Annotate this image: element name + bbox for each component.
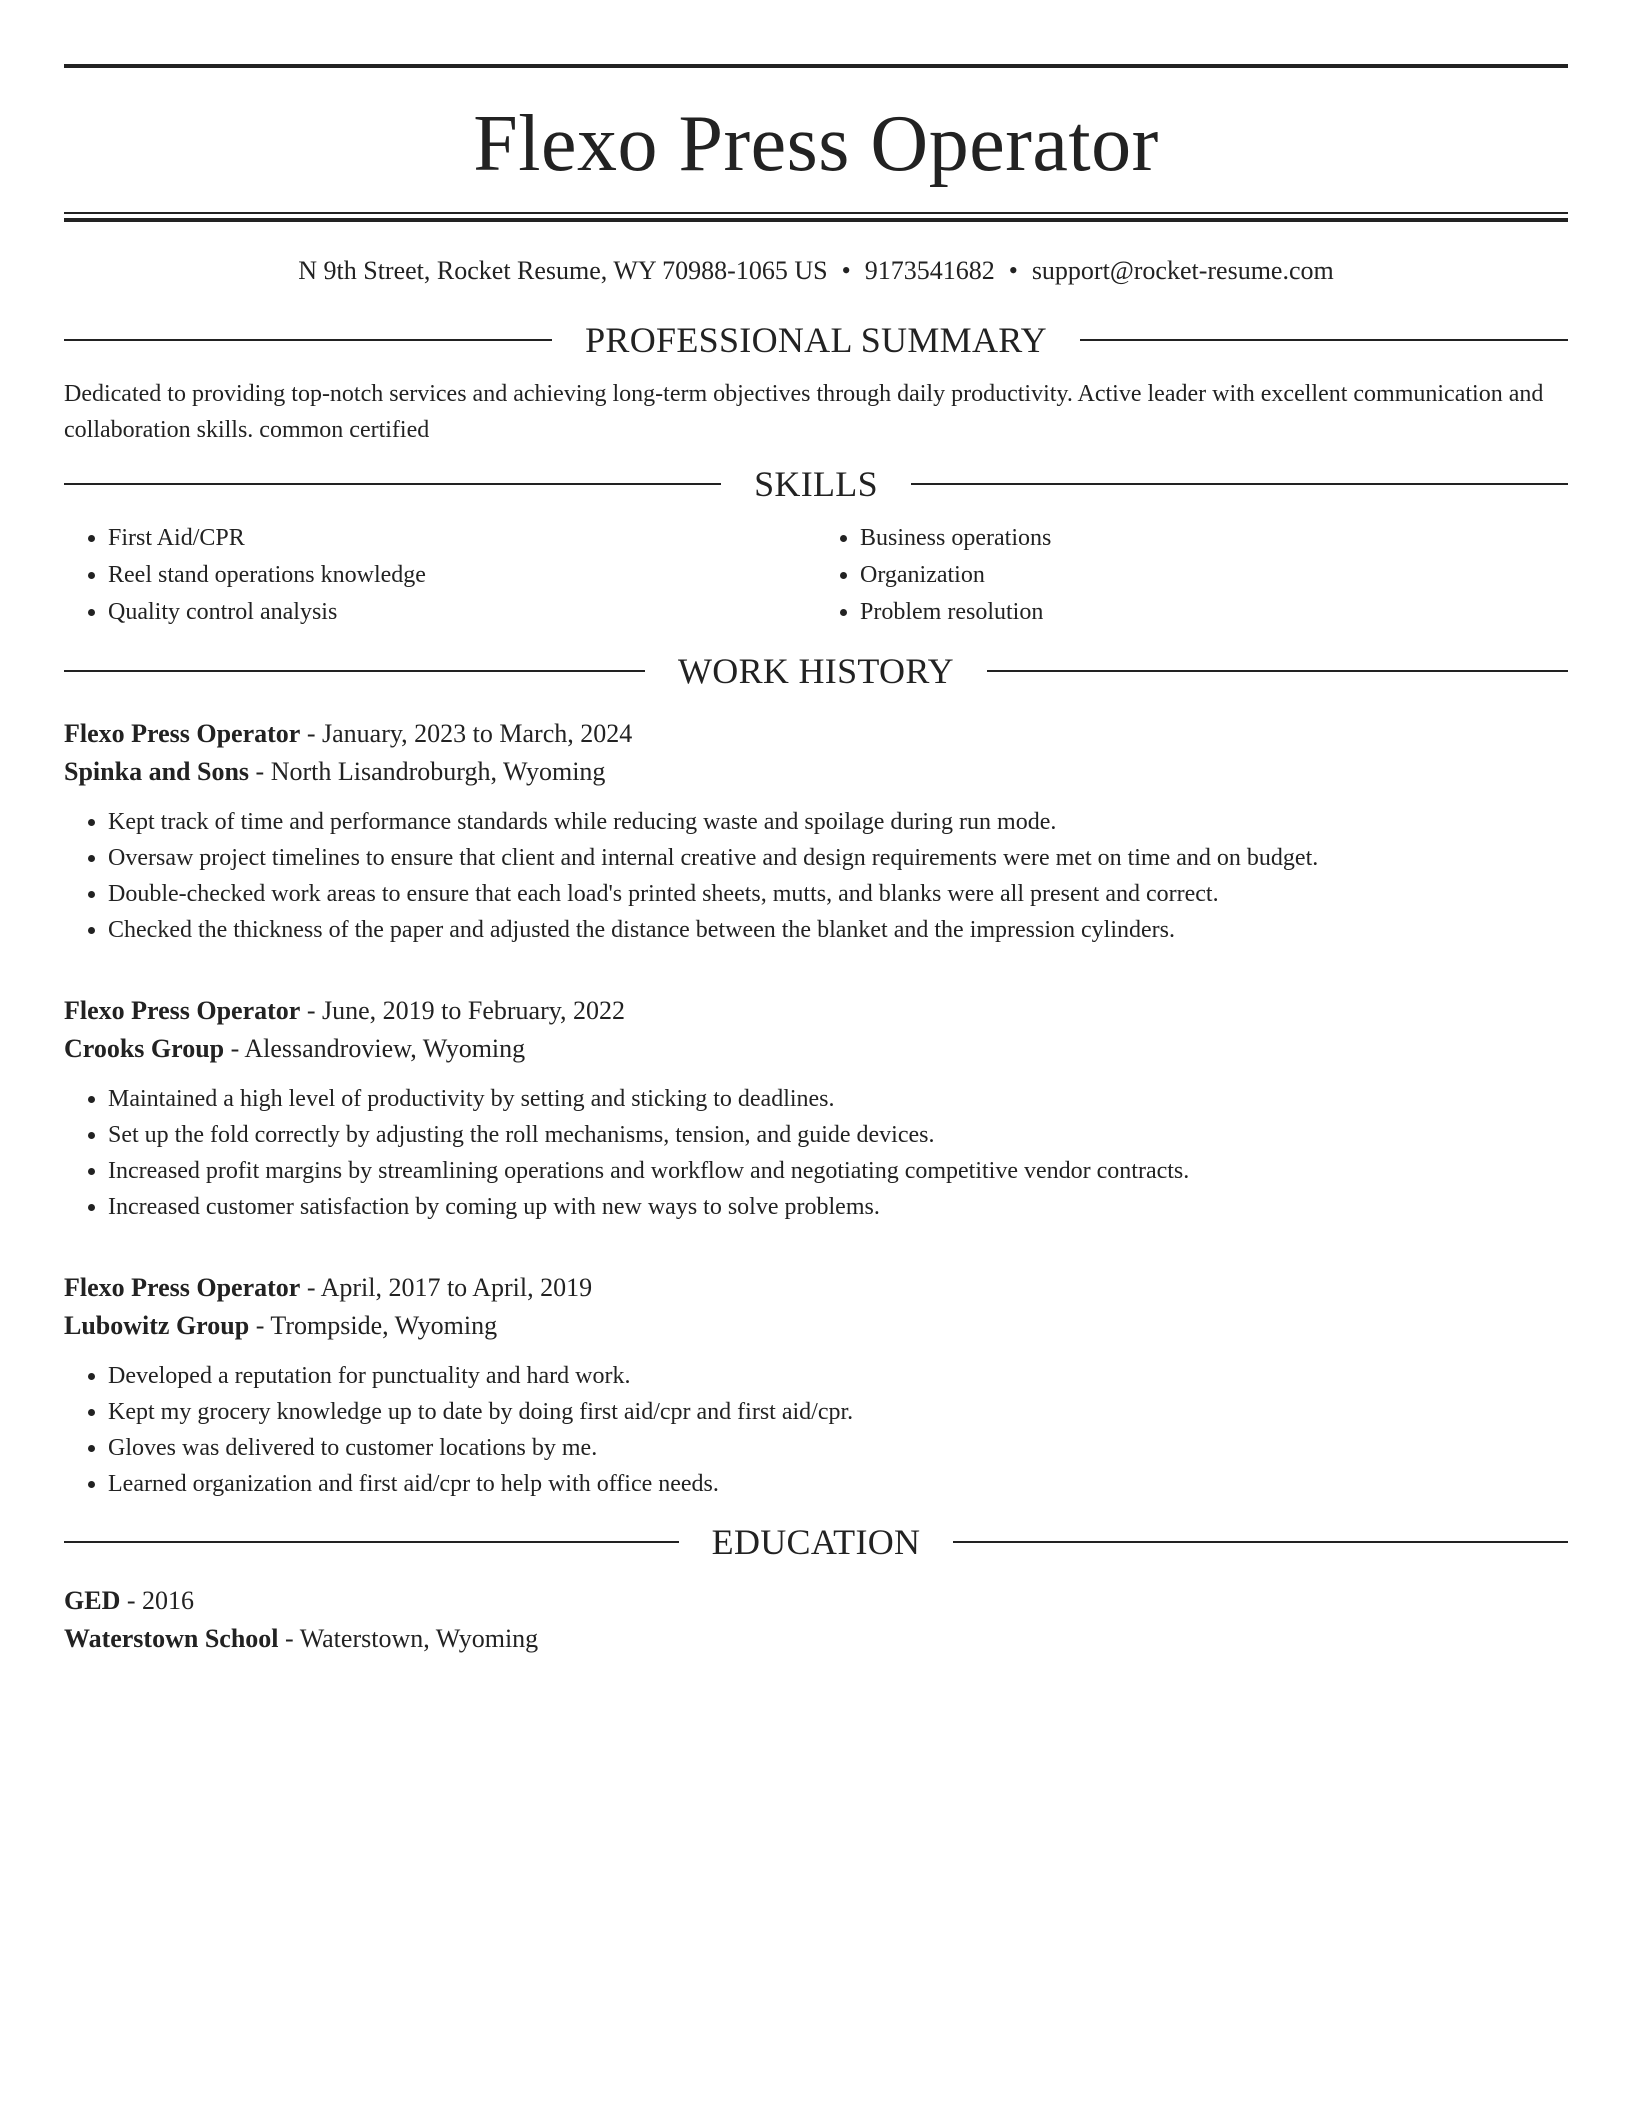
contact-email: support@rocket-resume.com bbox=[1031, 256, 1334, 285]
job-location: - North Lisandroburgh, Wyoming bbox=[249, 757, 606, 786]
work-section-header bbox=[64, 653, 1568, 689]
section-rule-left bbox=[64, 670, 645, 672]
contact-line bbox=[64, 258, 1568, 284]
skills-column-right bbox=[816, 520, 1568, 631]
job-title-line bbox=[64, 1269, 1568, 1307]
skills-list bbox=[64, 520, 1568, 631]
education-school: Waterstown School bbox=[64, 1624, 279, 1653]
job-bullet: • Learned organization and first aid/cpr to help with office needs. bbox=[108, 1466, 1568, 1502]
job-company: Crooks Group bbox=[64, 1034, 225, 1063]
job-title: Flexo Press Operator bbox=[64, 1273, 301, 1302]
job-bullet: • Maintained a high level of productivity by setting and sticking to deadlines. bbox=[108, 1081, 1568, 1117]
skill-item: • Organization bbox=[860, 557, 1568, 594]
section-rule-left bbox=[64, 483, 721, 485]
job-dates: - June, 2019 to February, 2022 bbox=[300, 996, 626, 1025]
job-bullets bbox=[64, 804, 1568, 948]
section-rule-left bbox=[64, 339, 552, 341]
job-bullet: • Kept track of time and performance standards while reducing waste and spoilage during run mode. bbox=[108, 804, 1568, 840]
job-company: Lubowitz Group bbox=[64, 1311, 250, 1340]
section-rule-right bbox=[953, 1541, 1568, 1543]
job-bullet: • Checked the thickness of the paper and adjusted the distance between the blanket and the impression cylinders. bbox=[108, 912, 1568, 948]
skill-item: • Business operations bbox=[860, 520, 1568, 557]
job-bullet: • Gloves was delivered to customer locations by me. bbox=[108, 1430, 1568, 1466]
job-bullets bbox=[64, 1081, 1568, 1225]
job-dates: - April, 2017 to April, 2019 bbox=[300, 1273, 593, 1302]
education-location: - Waterstown, Wyoming bbox=[278, 1624, 539, 1653]
section-rule-right bbox=[911, 483, 1568, 485]
job-title: Flexo Press Operator bbox=[64, 719, 301, 748]
job-location: - Alessandroview, Wyoming bbox=[224, 1034, 526, 1063]
job-dates: - January, 2023 to March, 2024 bbox=[300, 719, 633, 748]
contact-separator: • bbox=[1008, 256, 1018, 285]
education-section-title: EDUCATION bbox=[711, 1522, 921, 1562]
job-bullet: • Increased customer satisfaction by coming up with new ways to solve problems. bbox=[108, 1189, 1568, 1225]
job-bullet: • Oversaw project timelines to ensure that client and internal creative and design requirements were met on time and on budget. bbox=[108, 840, 1568, 876]
contact-phone: 9173541682 bbox=[864, 256, 995, 285]
contact-separator: • bbox=[841, 256, 851, 285]
job-bullet: • Increased profit margins by streamlining operations and workflow and negotiating competitive vendor contracts. bbox=[108, 1153, 1568, 1189]
section-rule-right bbox=[1080, 339, 1568, 341]
education-year: - 2016 bbox=[120, 1586, 195, 1615]
job-bullet: • Kept my grocery knowledge up to date by doing first aid/cpr and first aid/cpr. bbox=[108, 1394, 1568, 1430]
skill-item: • Quality control analysis bbox=[108, 594, 816, 631]
summary-section-header bbox=[64, 322, 1568, 358]
education-school-line bbox=[64, 1620, 1568, 1658]
skill-item: • Problem resolution bbox=[860, 594, 1568, 631]
education-degree-line bbox=[64, 1582, 1568, 1620]
job-bullet: • Double-checked work areas to ensure that each load's printed sheets, mutts, and blanks were all present and correct. bbox=[108, 876, 1568, 912]
education-entry bbox=[64, 1582, 1568, 1658]
job-company-line bbox=[64, 1030, 1568, 1068]
skills-section-title: SKILLS bbox=[754, 464, 878, 504]
job-bullet: • Set up the fold correctly by adjusting the roll mechanisms, tension, and guide devices. bbox=[108, 1117, 1568, 1153]
job-entry bbox=[64, 715, 1568, 948]
job-title-line bbox=[64, 992, 1568, 1030]
skills-column-left bbox=[64, 520, 816, 631]
job-entry bbox=[64, 1269, 1568, 1502]
resume-name: Flexo Press Operator bbox=[473, 100, 1159, 188]
job-title-line bbox=[64, 715, 1568, 753]
summary-text: Dedicated to providing top-notch services and achieving long-term objectives through daily productivity. Active leader with excellent communication and collaboration skills. common certified bbox=[64, 381, 1544, 443]
double-rule bbox=[64, 212, 1568, 222]
job-company: Spinka and Sons bbox=[64, 757, 250, 786]
job-company-line bbox=[64, 753, 1568, 791]
summary-section-title: PROFESSIONAL SUMMARY bbox=[585, 320, 1047, 360]
section-rule-right bbox=[987, 670, 1568, 672]
education-degree: GED bbox=[64, 1586, 121, 1615]
job-location: - Trompside, Wyoming bbox=[249, 1311, 498, 1340]
education-section-header bbox=[64, 1524, 1568, 1560]
top-rule bbox=[64, 64, 1568, 68]
job-company-line bbox=[64, 1307, 1568, 1345]
job-bullets bbox=[64, 1358, 1568, 1502]
job-entry bbox=[64, 992, 1568, 1225]
section-rule-left bbox=[64, 1541, 679, 1543]
skill-item: • First Aid/CPR bbox=[108, 520, 816, 557]
work-section-title: WORK HISTORY bbox=[678, 651, 954, 691]
job-bullet: • Developed a reputation for punctuality and hard work. bbox=[108, 1358, 1568, 1394]
skill-item: • Reel stand operations knowledge bbox=[108, 557, 816, 594]
job-title: Flexo Press Operator bbox=[64, 996, 301, 1025]
skills-section-header bbox=[64, 466, 1568, 502]
contact-address: N 9th Street, Rocket Resume, WY 70988-1065 US bbox=[298, 256, 828, 285]
